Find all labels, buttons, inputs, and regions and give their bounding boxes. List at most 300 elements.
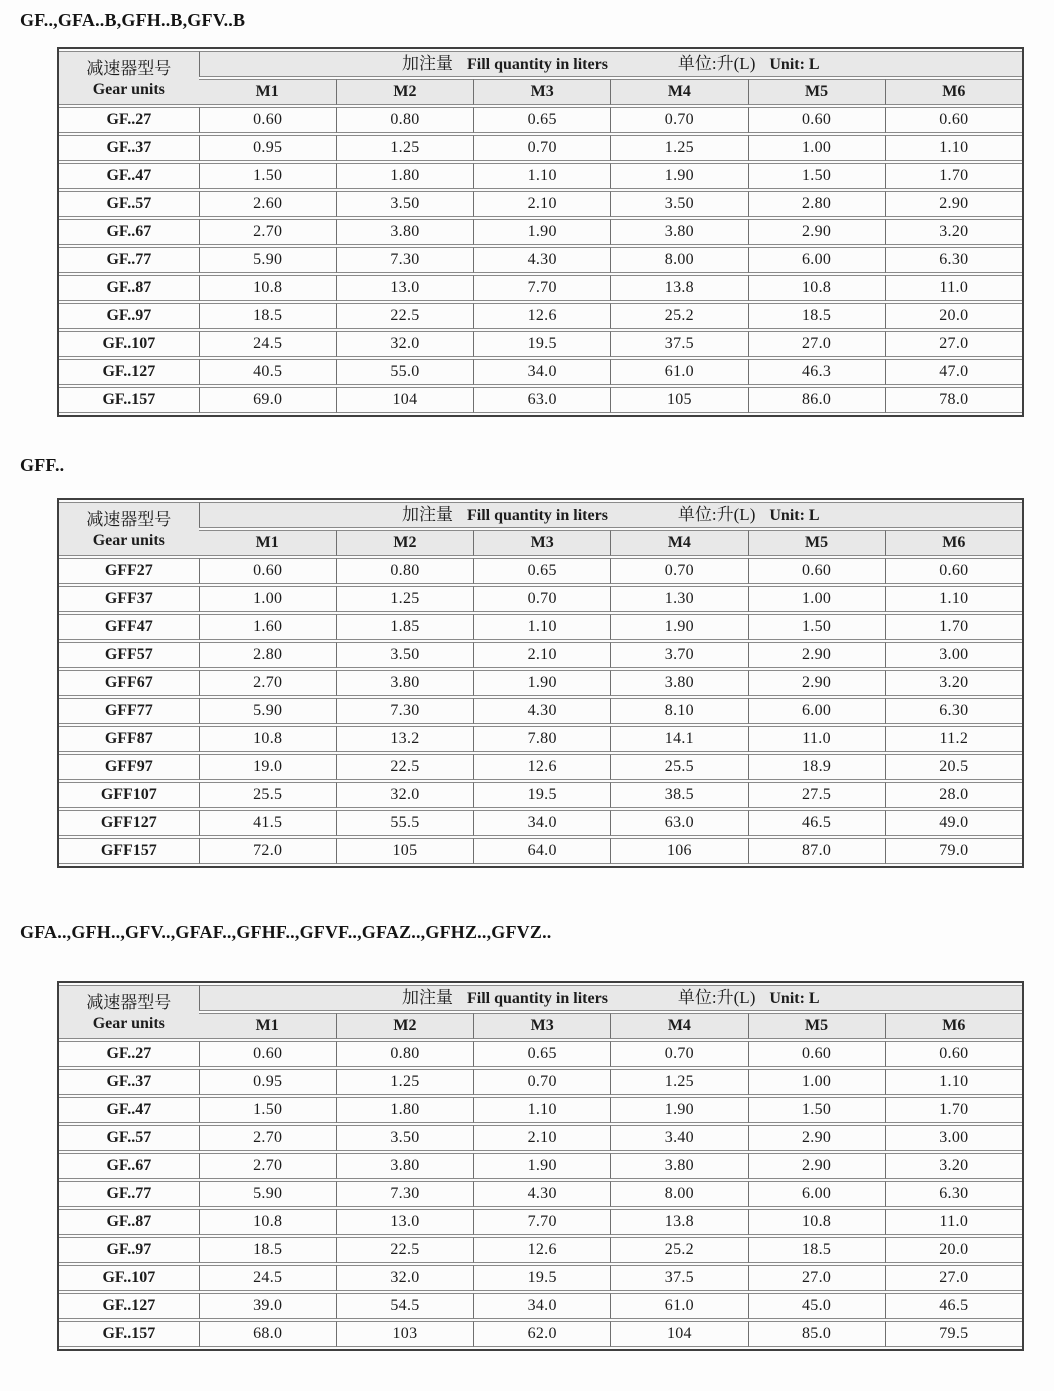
table-row [59,275,1022,301]
gear-model-cell: GFF127 [59,810,199,836]
fill-value-cell: 2.90 [748,670,885,696]
fill-value-cell: 0.70 [473,1069,610,1095]
unit-label-zh: 单位:升(L) [677,53,756,73]
fill-value-cell: 13.2 [336,726,473,752]
table-row [59,303,1022,329]
table-row [59,838,1022,864]
fill-value-cell: 0.65 [473,107,610,133]
fill-value-cell: 0.70 [473,135,610,161]
fill-value-cell: 2.70 [199,219,336,245]
fill-value-cell: 13.8 [610,1209,747,1235]
unit-label-zh: 单位:升(L) [677,504,756,524]
table-row [59,107,1022,133]
fill-value-cell: 1.70 [885,163,1022,189]
unit-label-zh: 单位:升(L) [677,987,756,1007]
section-title: GF..,GFA..B,GFH..B,GFV..B [20,10,246,30]
fill-value-cell: 1.90 [610,614,747,640]
fill-value-cell: 7.30 [336,1181,473,1207]
fill-quantity-label-en: Fill quantity in liters [467,55,608,73]
fill-value-cell: 11.0 [885,1209,1022,1235]
gear-model-cell: GF..97 [59,1237,199,1263]
fill-value-cell: 6.00 [748,1181,885,1207]
fill-value-cell: 1.80 [336,163,473,189]
fill-value-cell: 2.70 [199,1125,336,1151]
fill-value-cell: 1.60 [199,614,336,640]
column-header-m5: M5 [748,530,885,556]
fill-value-cell: 3.20 [885,670,1022,696]
gear-model-cell: GF..67 [59,1153,199,1179]
fill-value-cell: 1.50 [199,1097,336,1123]
fill-value-cell: 2.90 [748,642,885,668]
section-title: GFA..,GFH..,GFV..,GFAF..,GFHF..,GFVF..,GFAZ..,GFHZ..,GFVZ.. [20,922,552,942]
gear-model-cell: GF..37 [59,135,199,161]
fill-value-cell: 24.5 [199,1265,336,1291]
fill-value-cell: 34.0 [473,1293,610,1319]
fill-value-cell: 87.0 [748,838,885,864]
gear-model-cell: GF..157 [59,1321,199,1347]
fill-value-cell: 106 [610,838,747,864]
fill-value-cell: 0.70 [473,586,610,612]
fill-value-cell: 3.20 [885,219,1022,245]
fill-value-cell: 3.00 [885,642,1022,668]
gear-model-cell: GFF77 [59,698,199,724]
table-row [59,359,1022,385]
fill-value-cell: 1.70 [885,1097,1022,1123]
fill-value-cell: 13.0 [336,275,473,301]
fill-value-cell: 24.5 [199,331,336,357]
fill-value-cell: 0.80 [336,558,473,584]
fill-value-cell: 0.60 [199,1041,336,1067]
fill-value-cell: 2.80 [748,191,885,217]
fill-value-cell: 8.00 [610,247,747,273]
fill-value-cell: 25.5 [199,782,336,808]
table-header-row-m [59,530,1022,556]
gear-model-cell: GFF47 [59,614,199,640]
fill-value-cell: 6.30 [885,247,1022,273]
fill-value-cell: 18.5 [748,303,885,329]
fill-value-cell: 22.5 [336,303,473,329]
gear-model-cell: GFF87 [59,726,199,752]
fill-value-cell: 18.9 [748,754,885,780]
gear-model-cell: GF..107 [59,331,199,357]
fill-value-cell: 7.80 [473,726,610,752]
table-section [20,922,1026,1351]
table-row [59,387,1022,413]
fill-value-cell: 69.0 [199,387,336,413]
fill-value-cell: 11.2 [885,726,1022,752]
fill-value-cell: 85.0 [748,1321,885,1347]
table-body [59,558,1022,864]
fill-value-cell: 3.80 [610,219,747,245]
gear-model-cell: GFF107 [59,782,199,808]
gear-units-label-en: Gear units [92,1015,165,1033]
fill-value-cell: 72.0 [199,838,336,864]
gear-units-label-en: Gear units [92,81,165,99]
fill-value-cell: 55.5 [336,810,473,836]
table-row [59,247,1022,273]
fill-value-cell: 1.50 [199,163,336,189]
fill-value-cell: 55.0 [336,359,473,385]
fill-value-cell: 20.0 [885,1237,1022,1263]
fill-value-cell: 2.80 [199,642,336,668]
fill-value-cell: 1.25 [336,135,473,161]
fill-value-cell: 27.0 [748,331,885,357]
fill-value-cell: 34.0 [473,810,610,836]
fill-value-cell: 38.5 [610,782,747,808]
fill-value-cell: 0.60 [199,558,336,584]
fill-value-cell: 1.00 [748,135,885,161]
fill-quantity-label-zh: 加注量 [402,987,454,1007]
fill-value-cell: 13.0 [336,1209,473,1235]
fill-quantity-table [57,981,1024,1351]
fill-value-cell: 0.65 [473,1041,610,1067]
fill-value-cell: 2.90 [748,1153,885,1179]
table-row [59,1209,1022,1235]
column-header-m1: M1 [199,79,336,105]
fill-value-cell: 11.0 [748,726,885,752]
unit-label-en: Unit: L [769,55,820,73]
fill-quantity-label-zh: 加注量 [402,53,454,73]
fill-value-cell: 1.85 [336,614,473,640]
table-row [59,1097,1022,1123]
gear-model-cell: GFF57 [59,642,199,668]
fill-value-cell: 1.30 [610,586,747,612]
fill-value-cell: 12.6 [473,754,610,780]
fill-value-cell: 22.5 [336,1237,473,1263]
table-row [59,1153,1022,1179]
fill-value-cell: 1.90 [473,670,610,696]
fill-value-cell: 6.00 [748,247,885,273]
gear-units-header-cell [59,51,199,105]
fill-value-cell: 13.8 [610,275,747,301]
table-row [59,1265,1022,1291]
column-header-m6: M6 [885,1013,1022,1039]
fill-value-cell: 47.0 [885,359,1022,385]
table-row [59,1321,1022,1347]
fill-value-cell: 6.30 [885,698,1022,724]
fill-value-cell: 2.70 [199,1153,336,1179]
fill-value-cell: 3.50 [336,1125,473,1151]
fill-value-cell: 7.70 [473,1209,610,1235]
fill-value-cell: 1.00 [748,1069,885,1095]
fill-value-cell: 1.50 [748,1097,885,1123]
gear-model-cell: GF..77 [59,1181,199,1207]
fill-value-cell: 6.00 [748,698,885,724]
fill-quantity-header-cell [199,502,1022,528]
table-row [59,810,1022,836]
fill-value-cell: 1.25 [336,1069,473,1095]
gear-units-header-cell [59,502,199,556]
unit-label-en: Unit: L [769,989,820,1007]
fill-value-cell: 1.00 [199,586,336,612]
column-header-m1: M1 [199,1013,336,1039]
table-section [20,455,1026,868]
gear-model-cell: GFF37 [59,586,199,612]
fill-value-cell: 1.25 [336,586,473,612]
fill-quantity-label-en: Fill quantity in liters [467,989,608,1007]
fill-value-cell: 5.90 [199,1181,336,1207]
gear-model-cell: GFF67 [59,670,199,696]
fill-value-cell: 19.0 [199,754,336,780]
fill-value-cell: 0.80 [336,1041,473,1067]
fill-value-cell: 46.5 [748,810,885,836]
fill-value-cell: 27.0 [748,1265,885,1291]
table-row [59,586,1022,612]
table-row [59,135,1022,161]
table-body [59,1041,1022,1347]
gear-model-cell: GF..27 [59,1041,199,1067]
gear-units-label-zh: 减速器型号 [86,58,172,78]
gear-model-cell: GF..97 [59,303,199,329]
fill-value-cell: 64.0 [473,838,610,864]
fill-value-cell: 32.0 [336,782,473,808]
fill-value-cell: 1.10 [473,163,610,189]
fill-value-cell: 10.8 [748,1209,885,1235]
fill-value-cell: 1.50 [748,163,885,189]
fill-value-cell: 0.60 [885,107,1022,133]
gear-model-cell: GF..67 [59,219,199,245]
fill-value-cell: 8.10 [610,698,747,724]
fill-value-cell: 1.10 [473,614,610,640]
fill-value-cell: 0.70 [610,1041,747,1067]
table-header-row-m [59,1013,1022,1039]
fill-value-cell: 10.8 [748,275,885,301]
column-header-m3: M3 [473,530,610,556]
table-row [59,1181,1022,1207]
fill-value-cell: 1.10 [885,1069,1022,1095]
fill-value-cell: 46.5 [885,1293,1022,1319]
fill-value-cell: 0.60 [885,558,1022,584]
fill-value-cell: 103 [336,1321,473,1347]
fill-quantity-header-cell [199,985,1022,1011]
fill-quantity-label-en: Fill quantity in liters [467,506,608,524]
fill-value-cell: 1.50 [748,614,885,640]
table-header-row-top [59,502,1022,528]
fill-quantity-table [57,498,1024,868]
table-header-row-top [59,985,1022,1011]
fill-value-cell: 79.5 [885,1321,1022,1347]
fill-value-cell: 1.10 [885,135,1022,161]
table-row [59,754,1022,780]
fill-value-cell: 40.5 [199,359,336,385]
fill-value-cell: 41.5 [199,810,336,836]
fill-value-cell: 4.30 [473,247,610,273]
fill-value-cell: 20.0 [885,303,1022,329]
column-header-m5: M5 [748,1013,885,1039]
fill-quantity-table [57,47,1024,417]
fill-value-cell: 3.80 [336,219,473,245]
fill-value-cell: 3.80 [610,1153,747,1179]
fill-value-cell: 6.30 [885,1181,1022,1207]
table-row [59,1069,1022,1095]
fill-value-cell: 7.70 [473,275,610,301]
fill-value-cell: 18.5 [748,1237,885,1263]
fill-value-cell: 104 [610,1321,747,1347]
gear-model-cell: GF..47 [59,163,199,189]
fill-value-cell: 0.95 [199,1069,336,1095]
fill-value-cell: 27.0 [885,331,1022,357]
fill-value-cell: 0.70 [610,558,747,584]
table-row [59,558,1022,584]
fill-value-cell: 1.90 [473,1153,610,1179]
fill-value-cell: 1.70 [885,614,1022,640]
table-row [59,642,1022,668]
fill-value-cell: 1.80 [336,1097,473,1123]
fill-value-cell: 19.5 [473,782,610,808]
fill-value-cell: 68.0 [199,1321,336,1347]
table-row [59,698,1022,724]
table-body [59,107,1022,413]
fill-value-cell: 3.50 [336,191,473,217]
table-row [59,726,1022,752]
fill-value-cell: 1.25 [610,1069,747,1095]
fill-value-cell: 32.0 [336,1265,473,1291]
fill-value-cell: 1.00 [748,586,885,612]
section-title: GFF.. [20,455,65,475]
fill-value-cell: 1.90 [473,219,610,245]
fill-value-cell: 37.5 [610,1265,747,1291]
fill-value-cell: 105 [610,387,747,413]
fill-value-cell: 63.0 [610,810,747,836]
fill-value-cell: 3.80 [336,1153,473,1179]
fill-value-cell: 0.60 [748,1041,885,1067]
fill-value-cell: 4.30 [473,1181,610,1207]
table-row [59,782,1022,808]
fill-value-cell: 3.80 [610,670,747,696]
table-row [59,1041,1022,1067]
fill-value-cell: 10.8 [199,726,336,752]
fill-value-cell: 19.5 [473,1265,610,1291]
table-row [59,331,1022,357]
fill-value-cell: 2.60 [199,191,336,217]
fill-value-cell: 2.10 [473,642,610,668]
fill-value-cell: 0.60 [748,558,885,584]
fill-value-cell: 32.0 [336,331,473,357]
fill-value-cell: 12.6 [473,303,610,329]
gear-model-cell: GF..107 [59,1265,199,1291]
fill-value-cell: 7.30 [336,698,473,724]
column-header-m2: M2 [336,79,473,105]
fill-value-cell: 54.5 [336,1293,473,1319]
column-header-m4: M4 [610,530,747,556]
fill-value-cell: 27.5 [748,782,885,808]
fill-value-cell: 12.6 [473,1237,610,1263]
fill-value-cell: 19.5 [473,331,610,357]
fill-value-cell: 28.0 [885,782,1022,808]
gear-units-label-en: Gear units [92,532,165,550]
fill-value-cell: 78.0 [885,387,1022,413]
gear-units-label-zh: 减速器型号 [86,509,172,529]
fill-value-cell: 8.00 [610,1181,747,1207]
fill-value-cell: 0.65 [473,558,610,584]
fill-quantity-label-zh: 加注量 [402,504,454,524]
fill-value-cell: 79.0 [885,838,1022,864]
fill-value-cell: 0.95 [199,135,336,161]
gear-model-cell: GF..57 [59,191,199,217]
column-header-m6: M6 [885,530,1022,556]
fill-value-cell: 0.70 [610,107,747,133]
gear-model-cell: GFF157 [59,838,199,864]
unit-label-en: Unit: L [769,506,820,524]
fill-value-cell: 3.50 [610,191,747,217]
fill-value-cell: 49.0 [885,810,1022,836]
fill-value-cell: 14.1 [610,726,747,752]
fill-value-cell: 2.10 [473,1125,610,1151]
gear-model-cell: GF..57 [59,1125,199,1151]
table-section [20,10,1026,417]
fill-value-cell: 22.5 [336,754,473,780]
gear-model-cell: GFF97 [59,754,199,780]
column-header-m4: M4 [610,79,747,105]
fill-value-cell: 61.0 [610,359,747,385]
fill-value-cell: 1.10 [885,586,1022,612]
table-row [59,191,1022,217]
fill-value-cell: 34.0 [473,359,610,385]
gear-model-cell: GF..127 [59,359,199,385]
column-header-m3: M3 [473,1013,610,1039]
fill-value-cell: 10.8 [199,275,336,301]
fill-value-cell: 3.20 [885,1153,1022,1179]
fill-value-cell: 7.30 [336,247,473,273]
fill-value-cell: 0.60 [748,107,885,133]
gear-model-cell: GF..157 [59,387,199,413]
fill-value-cell: 105 [336,838,473,864]
gear-model-cell: GF..127 [59,1293,199,1319]
fill-value-cell: 2.70 [199,670,336,696]
fill-value-cell: 46.3 [748,359,885,385]
gear-model-cell: GF..87 [59,275,199,301]
fill-value-cell: 3.70 [610,642,747,668]
fill-value-cell: 0.80 [336,107,473,133]
fill-value-cell: 37.5 [610,331,747,357]
fill-value-cell: 25.2 [610,303,747,329]
table-header-row-top [59,51,1022,77]
fill-quantity-header-cell [199,51,1022,77]
fill-value-cell: 3.80 [336,670,473,696]
gear-model-cell: GFF27 [59,558,199,584]
gear-model-cell: GF..87 [59,1209,199,1235]
fill-value-cell: 3.00 [885,1125,1022,1151]
table-row [59,163,1022,189]
table-row [59,1125,1022,1151]
fill-value-cell: 25.5 [610,754,747,780]
fill-value-cell: 5.90 [199,698,336,724]
fill-value-cell: 4.30 [473,698,610,724]
fill-value-cell: 2.90 [885,191,1022,217]
table-row [59,614,1022,640]
fill-value-cell: 20.5 [885,754,1022,780]
fill-value-cell: 0.60 [199,107,336,133]
fill-value-cell: 2.90 [748,219,885,245]
fill-value-cell: 0.60 [885,1041,1022,1067]
fill-value-cell: 18.5 [199,303,336,329]
table-row [59,1237,1022,1263]
fill-value-cell: 1.25 [610,135,747,161]
column-header-m1: M1 [199,530,336,556]
fill-value-cell: 27.0 [885,1265,1022,1291]
table-row [59,670,1022,696]
column-header-m2: M2 [336,530,473,556]
gear-model-cell: GF..77 [59,247,199,273]
fill-value-cell: 25.2 [610,1237,747,1263]
table-header-row-m [59,79,1022,105]
fill-value-cell: 61.0 [610,1293,747,1319]
column-header-m2: M2 [336,1013,473,1039]
column-header-m5: M5 [748,79,885,105]
fill-value-cell: 3.40 [610,1125,747,1151]
fill-value-cell: 1.90 [610,1097,747,1123]
column-header-m4: M4 [610,1013,747,1039]
